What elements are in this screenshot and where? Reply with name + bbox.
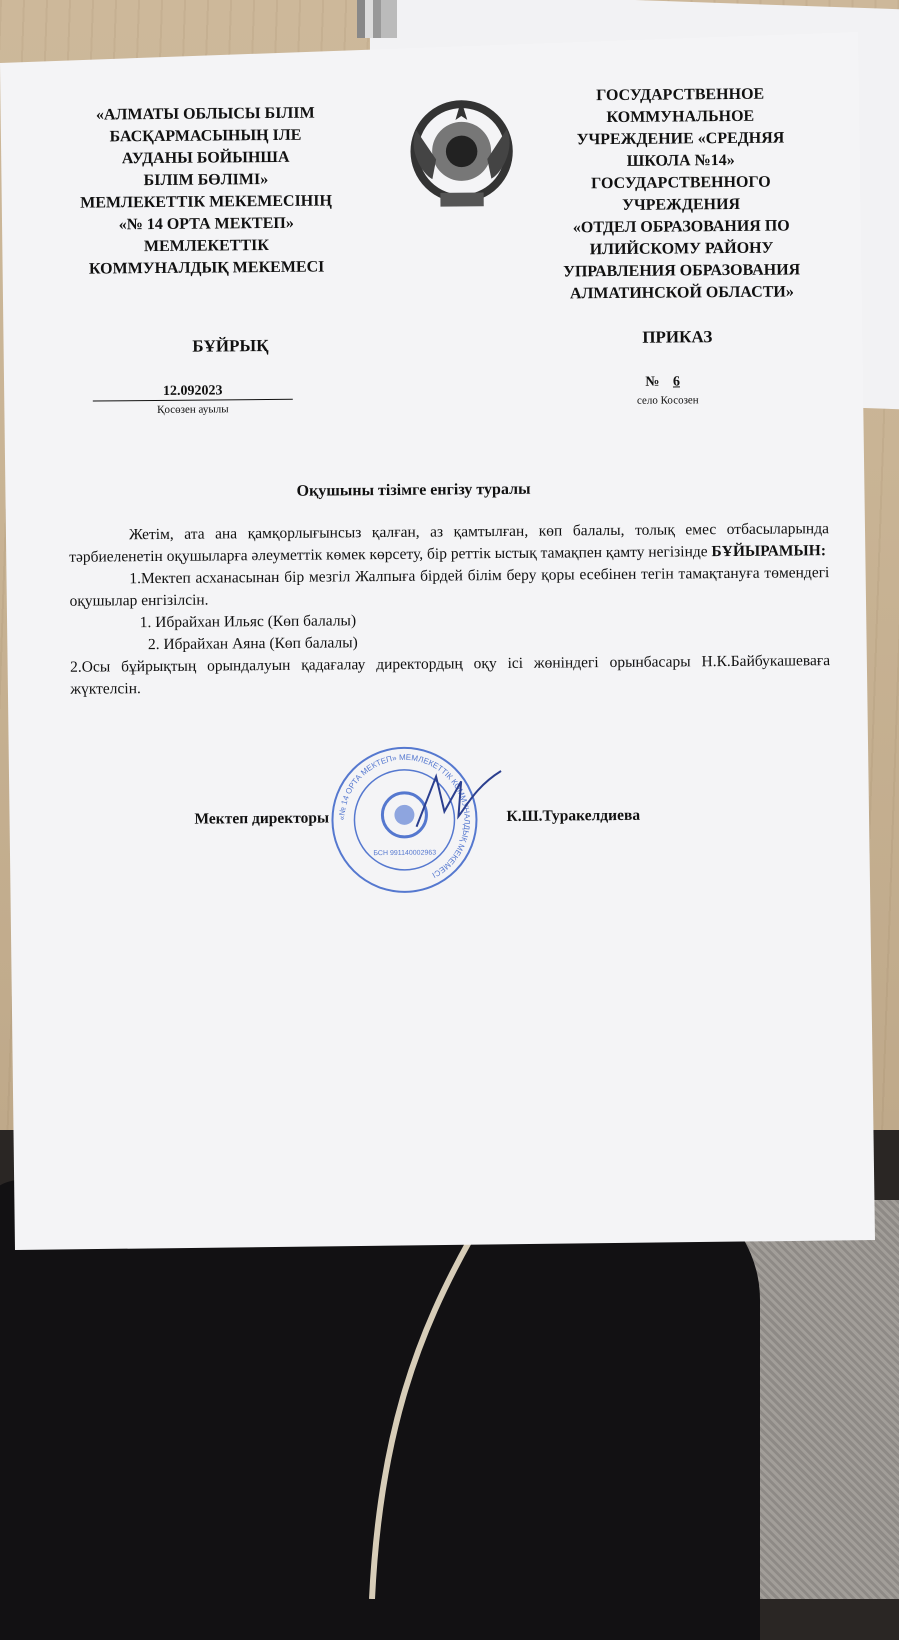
- handwritten-signature: [406, 766, 507, 837]
- student-1: 1. Ибрайхан Ильяс (Көп балалы): [139, 612, 357, 632]
- header-left-line: БАСҚАРМАСЫНЫҢ ІЛЕ: [109, 126, 302, 146]
- header-right-line: ИЛИЙСКОМУ РАЙОНУ: [589, 239, 774, 259]
- intro-text: Жетім, ата ана қамқорлығынсыз қалған, аз қамтылған, көп балалы, толық емес отбасыларында тәрбиеленетін оқушыларға әлеуметтік көмек көрсету, бір реттік ыстық тамақпен қамту негізінде: [69, 520, 830, 566]
- header-left-line: МЕМЛЕКЕТТІК: [143, 237, 269, 256]
- document-body: [69, 518, 831, 701]
- document-number: [623, 374, 703, 391]
- intro-paragraph: [69, 518, 829, 569]
- document-date: 12.092023: [93, 383, 293, 402]
- header-right-line: УЧРЕЖДЕНИЕ «СРЕДНЯЯ: [576, 129, 785, 149]
- order-word: БҰЙЫРАМЫН:: [711, 542, 827, 561]
- student-2: 2. Ибрайхан Аяна (Көп балалы): [147, 634, 358, 654]
- place-kazakh: Қосөзен ауылы: [157, 403, 229, 416]
- stamp-text: «№ 14 ОРТА МЕКТЕП» МЕМЛЕКЕТТІК КОММУНАЛДЫҚ МЕКЕМЕСІ: [337, 752, 472, 880]
- header-right-org: [530, 83, 832, 306]
- header-right-line: «ОТДЕЛ ОБРАЗОВАНИЯ ПО: [572, 217, 790, 237]
- header-right-line: УЧРЕЖДЕНИЯ: [622, 195, 741, 214]
- number-value: 6: [672, 374, 681, 390]
- doc-type-kazakh: БҰЙРЫҚ: [192, 336, 269, 356]
- document-subject: Оқушыны тізімге енгізу туралы: [296, 480, 531, 500]
- header-right-line: ГОСУДАРСТВЕННОГО: [591, 173, 771, 193]
- state-emblem-icon: [402, 89, 521, 220]
- doc-type-russian: ПРИКАЗ: [642, 327, 713, 347]
- header-right-line: УПРАВЛЕНИЯ ОБРАЗОВАНИЯ: [563, 261, 801, 281]
- number-label: №: [645, 374, 660, 390]
- header-right-line: ШКОЛА №14»: [626, 151, 735, 170]
- stamp-bin: БСН 991140002963: [373, 849, 437, 858]
- header-left-line: КОММУНАЛДЫҚ МЕКЕМЕСІ: [88, 258, 325, 278]
- header-right-line: ГОСУДАРСТВЕННОЕ: [596, 85, 765, 105]
- signatory-name: К.Ш.Туракелдиева: [506, 806, 641, 825]
- item-2: 2.Осы бұйрықтың орындалуын қадағалау директордың оқу ісі жөніндегі орынбасары Н.К.Байбукашеваға жүктелсін.: [70, 652, 831, 698]
- document: [40, 73, 870, 1180]
- place-russian: село Косозен: [636, 394, 699, 407]
- item-1: 1.Мектеп асханасынан бір мезгіл Жалпыға бірдей білім беру қоры есебінен тегін тамақтануға төмендегі оқушылар енгізілсін.: [69, 564, 830, 610]
- header-left-line: «№ 14 ОРТА МЕКТЕП»: [118, 214, 294, 234]
- header-left-org: [70, 102, 342, 280]
- header-left-line: БІЛІМ БӨЛІМІ»: [143, 171, 269, 190]
- header-left-line: МЕМЛЕКЕТТІК МЕКЕМЕСІНІҢ: [80, 192, 332, 212]
- signatory-title: Мектеп директоры: [194, 809, 330, 828]
- header-left-line: АУДАНЫ БОЙЫНША: [121, 148, 290, 168]
- header-left-line: «АЛМАТЫ ОБЛЫСЫ БІЛІМ: [95, 104, 315, 124]
- header-right-line: АЛМАТИНСКОЙ ОБЛАСТИ»: [569, 283, 794, 303]
- header-right-line: КОММУНАЛЬНОЕ: [606, 107, 755, 127]
